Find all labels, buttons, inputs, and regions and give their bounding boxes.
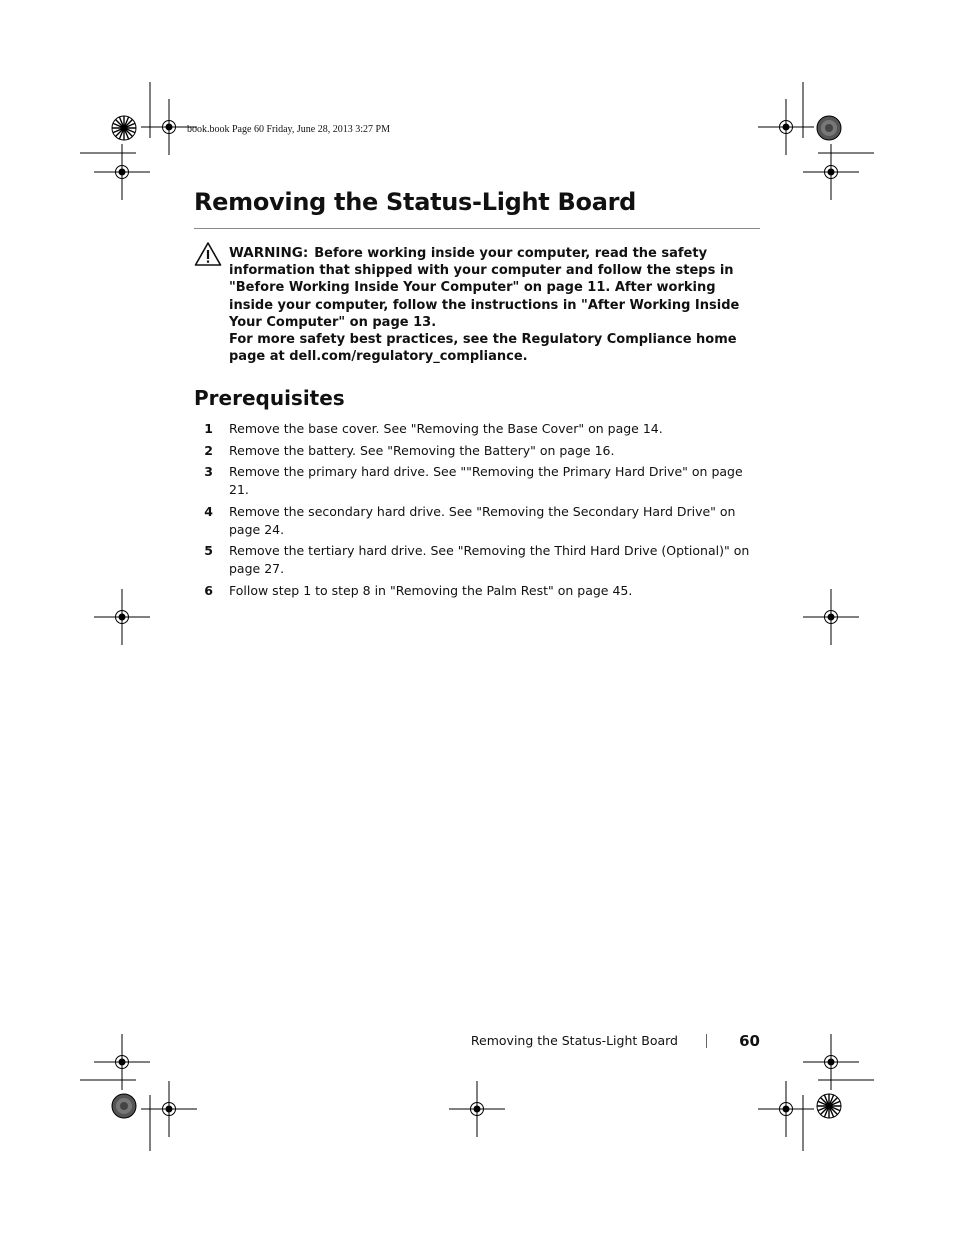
step-item [194,542,764,578]
step-item [194,442,764,460]
step-text: Remove the tertiary hard drive. See "Removing the Third Hard Drive (Optional)" on page 27. [229,543,750,576]
warning-extra: For more safety best practices, see the Regulatory Compliance home page at dell.com/regulatory_compliance. [229,332,737,365]
print-slug: book.book Page 60 Friday, June 28, 2013 3:27 PM [187,124,390,135]
step-item [194,463,764,499]
warning-body: Before working inside your computer, read the safety information that shipped with your computer and follow the steps in "Before Working Inside Your Computer" on page 11. After working inside your computer, follow the instructions in "After Working Inside Your Computer" on page 13. [229,246,740,330]
step-number: 4 [204,503,213,519]
step-item [194,420,764,438]
step-text: Remove the base cover. See "Removing the Base Cover" on page 14. [229,421,663,436]
prerequisite-steps [194,420,764,603]
warning-body-paragraph [229,245,764,331]
step-item [194,503,764,539]
page-number: 60 [739,1032,760,1050]
step-number: 2 [204,442,213,458]
step-text: Follow step 1 to step 8 in "Removing the Palm Rest" on page 45. [229,582,633,598]
footer-chapter-title: Removing the Status-Light Board [470,1033,678,1048]
step-number: 3 [204,464,213,479]
page-title: Removing the Status-Light Board [194,188,637,216]
step-number: 1 [204,421,213,436]
step-number: 5 [204,543,213,558]
warning-notice [229,245,764,365]
step-item [194,582,764,600]
step-text: Remove the battery. See "Removing the Battery" on page 16. [229,442,615,458]
warning-label: WARNING: [229,245,309,261]
step-text: Remove the secondary hard drive. See "Removing the Secondary Hard Drive" on page 24. [229,503,736,537]
step-number: 6 [204,582,213,598]
title-rule [194,228,760,229]
footer-separator [706,1034,707,1048]
step-text: Remove the primary hard drive. See ""Removing the Primary Hard Drive" on page 21. [229,464,743,497]
warning-icon [194,241,222,267]
section-title-prerequisites: Prerequisites [194,386,345,410]
